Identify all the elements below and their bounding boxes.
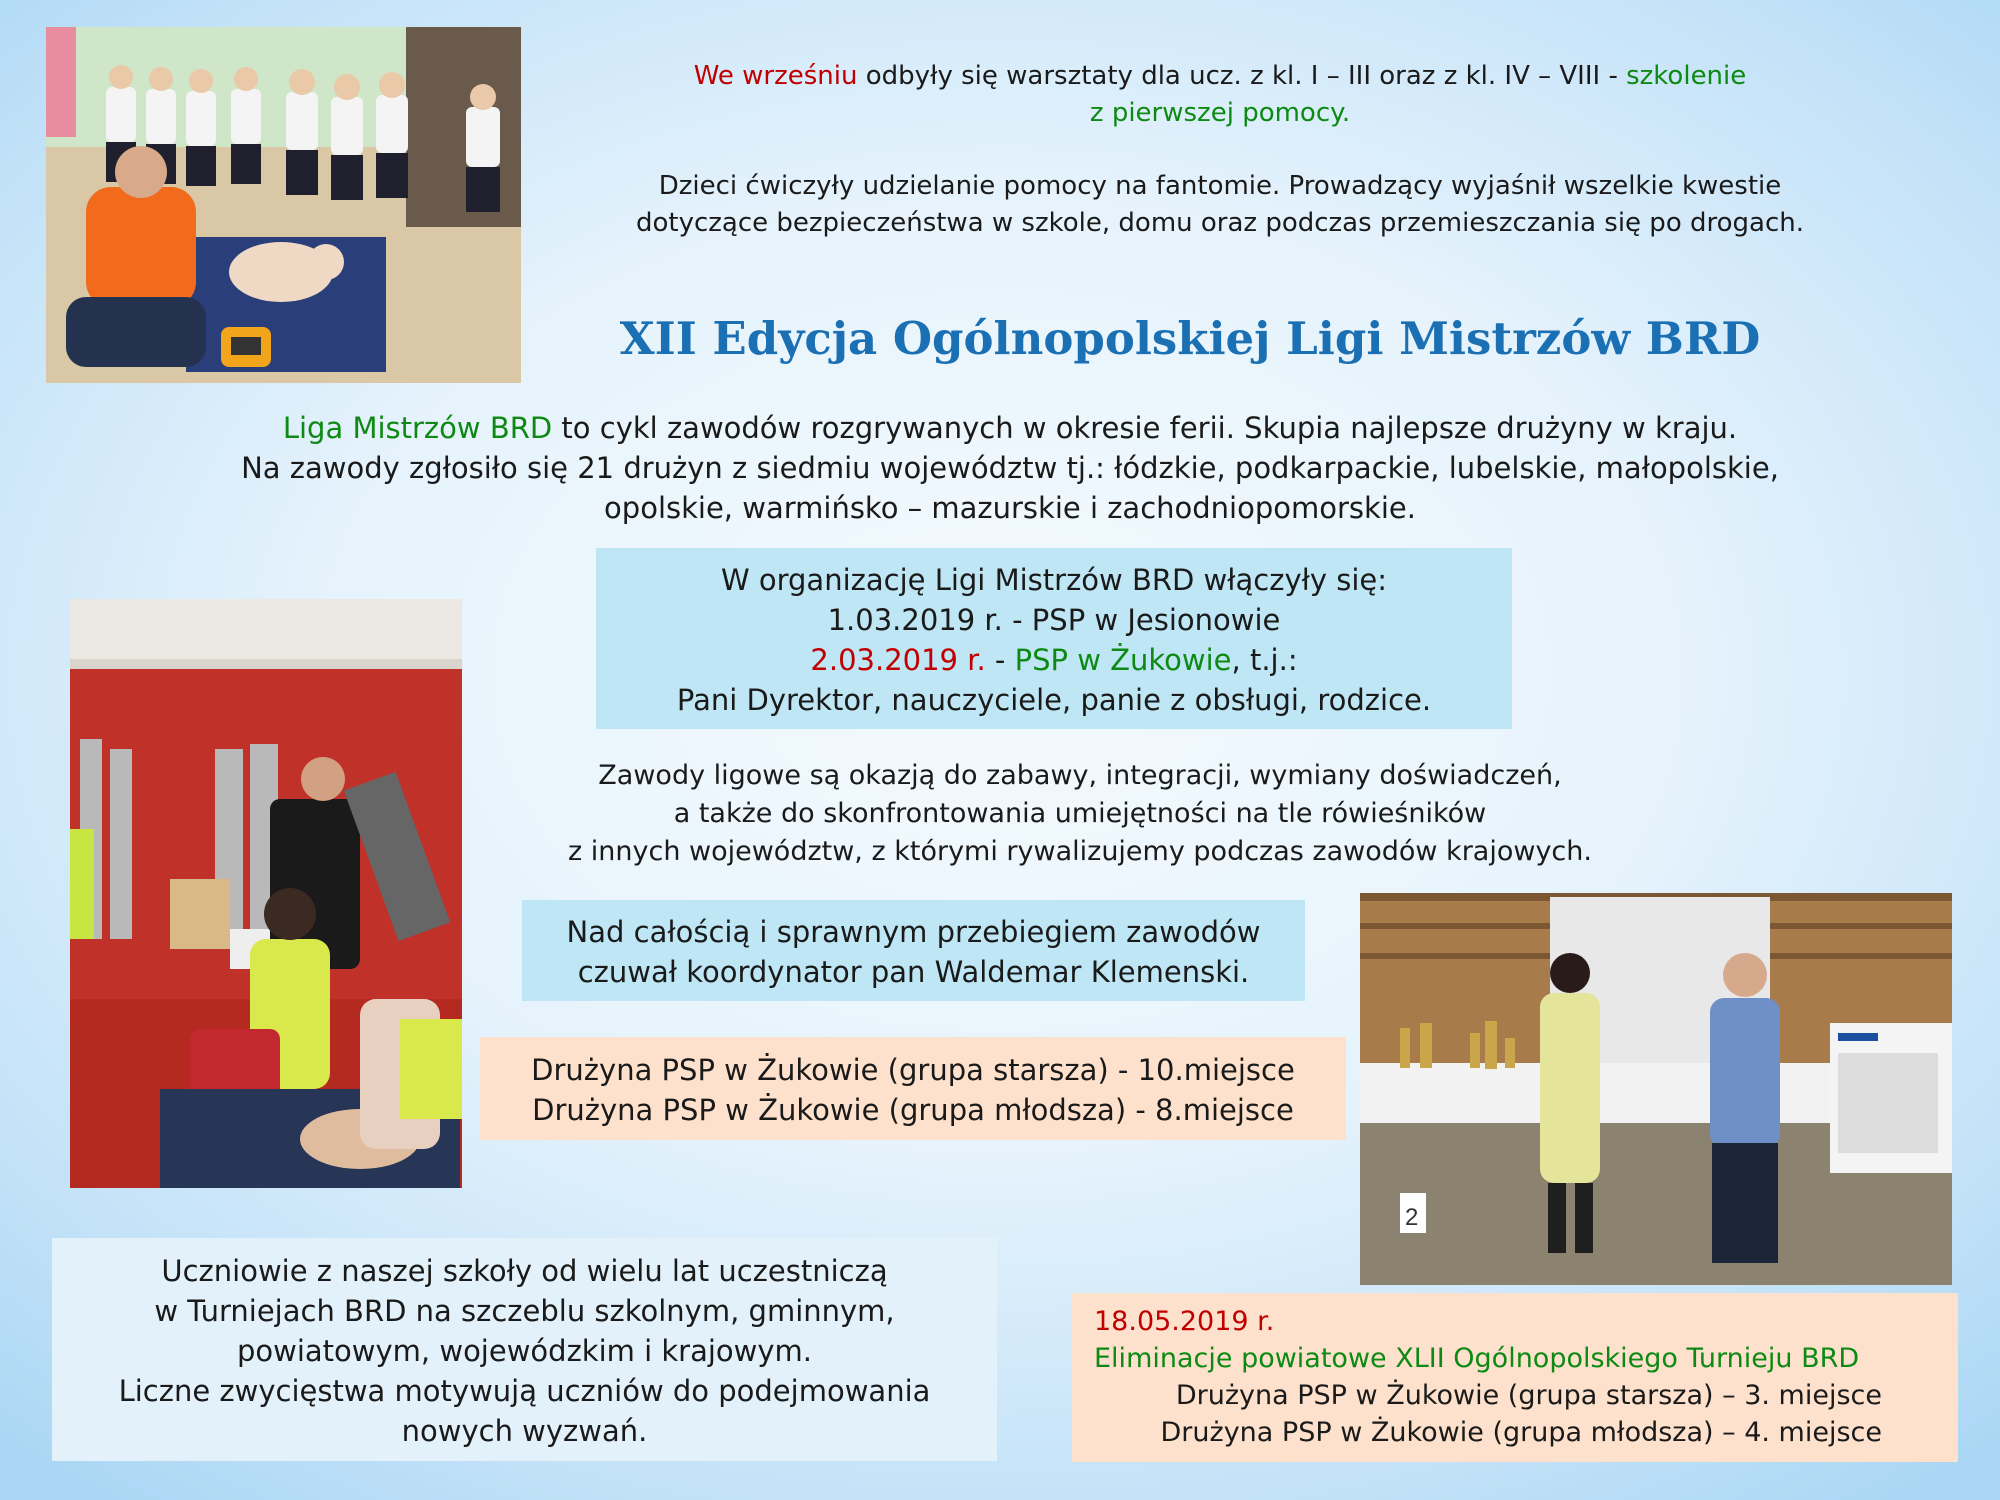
organization-school: PSP w Żukowie (1014, 643, 1232, 677)
students-box (52, 1238, 997, 1461)
page-title: XII Edycja Ogólnopolskiej Ligi Mistrzów BRD (619, 312, 1761, 365)
competition-line-2: a także do skonfrontowania umiejętności na tle rówieśników (673, 798, 1487, 829)
students-line-5: nowych wyzwań. (401, 1414, 648, 1448)
intro-paragraph-2: Dzieci ćwiczyły udzielanie pomocy na fantomie. Prowadzący wyjaśnił wszelkie kwestie dotyczące bezpieczeństwa w szkole, domu oraz podczas przemieszczania się po drogach. (635, 171, 1804, 238)
cpr-practice-photo (70, 599, 462, 1188)
students-line-2: w Turniejach BRD na szczeblu szkolnym, gminnym, (154, 1294, 895, 1328)
intro-green-phrase-b: z pierwszej pomocy (1089, 98, 1342, 128)
liga-line-3: opolskie, warmińsko – mazurskie i zachodniopomorskie. (604, 491, 1416, 525)
floor-marker-number: 2 (1405, 1204, 1419, 1231)
team-results-box (480, 1037, 1346, 1140)
team-result-older: Drużyna PSP w Żukowie (grupa starsza) - 10.miejsce (531, 1053, 1295, 1087)
organization-line-3 (596, 640, 1512, 680)
competition-description (520, 757, 1640, 871)
intro-red-phrase: We wrześniu (693, 61, 858, 91)
liga-description (150, 408, 1870, 528)
award-ceremony-photo (1360, 893, 1952, 1285)
coordinator-box (522, 900, 1305, 1001)
intro-period: . (1341, 98, 1351, 128)
organization-line-4: Pani Dyrektor, nauczyciele, panie z obsługi, rodzice. (676, 683, 1432, 717)
students-line-1: Uczniowie z naszej szkoły od wielu lat uczestniczą (161, 1254, 888, 1288)
organization-line-3-end: , t.j.: (1231, 643, 1298, 677)
organization-date: 2.03.2019 r. (810, 643, 986, 677)
intro-text-mid: odbyły się warsztaty dla ucz. z kl. I – III oraz z kl. IV – VIII - (857, 61, 1627, 91)
organization-line-2: 1.03.2019 r. - PSP w Jesionowie (827, 603, 1281, 637)
eliminations-result-older: Drużyna PSP w Żukowie (grupa starsza) – 3. miejsce (1175, 1380, 1882, 1411)
organization-separator: - (985, 643, 1015, 677)
team-result-younger: Drużyna PSP w Żukowie (grupa młodsza) - 8.miejsce (532, 1093, 1294, 1127)
organization-line-1: W organizację Ligi Mistrzów BRD włączyły się: (720, 563, 1388, 597)
eliminations-box (1072, 1293, 1958, 1462)
eliminations-result-younger: Drużyna PSP w Żukowie (grupa młodsza) – 4. miejsce (1160, 1417, 1882, 1448)
organization-box (596, 548, 1512, 729)
liga-line-2: Na zawody zgłosiło się 21 drużyn z siedmiu województw tj.: łódzkie, podkarpackie, lubelskie, małopolskie, (241, 451, 1779, 485)
competition-line-3: z innych województw, z którymi rywalizujemy podczas zawodów krajowych. (568, 836, 1592, 867)
students-line-4: Liczne zwycięstwa motywują uczniów do podejmowania (118, 1374, 931, 1408)
first-aid-workshop-photo (46, 27, 521, 383)
liga-name: Liga Mistrzów BRD (282, 411, 553, 445)
intro-green-phrase-a: szkolenie (1626, 61, 1747, 91)
students-line-3: powiatowym, wojewódzkim i krajowym. (236, 1334, 813, 1368)
coordinator-line-1: Nad całością i sprawnym przebiegiem zawodów (566, 915, 1261, 949)
coordinator-line-2: czuwał koordynator pan Waldemar Klemenski. (577, 955, 1250, 989)
competition-line-1: Zawody ligowe są okazją do zabawy, integracji, wymiany doświadczeń, (598, 760, 1562, 791)
intro-text (560, 58, 1880, 242)
liga-line-1-rest: to cykl zawodów rozgrywanych w okresie ferii. Skupia najlepsze drużyny w kraju. (552, 411, 1738, 445)
eliminations-date: 18.05.2019 r. (1094, 1306, 1275, 1337)
eliminations-title: Eliminacje powiatowe XLII Ogólnopolskiego Turnieju BRD (1094, 1343, 1860, 1374)
intro-paragraph-1 (560, 58, 1880, 132)
liga-line-1 (150, 408, 1870, 448)
